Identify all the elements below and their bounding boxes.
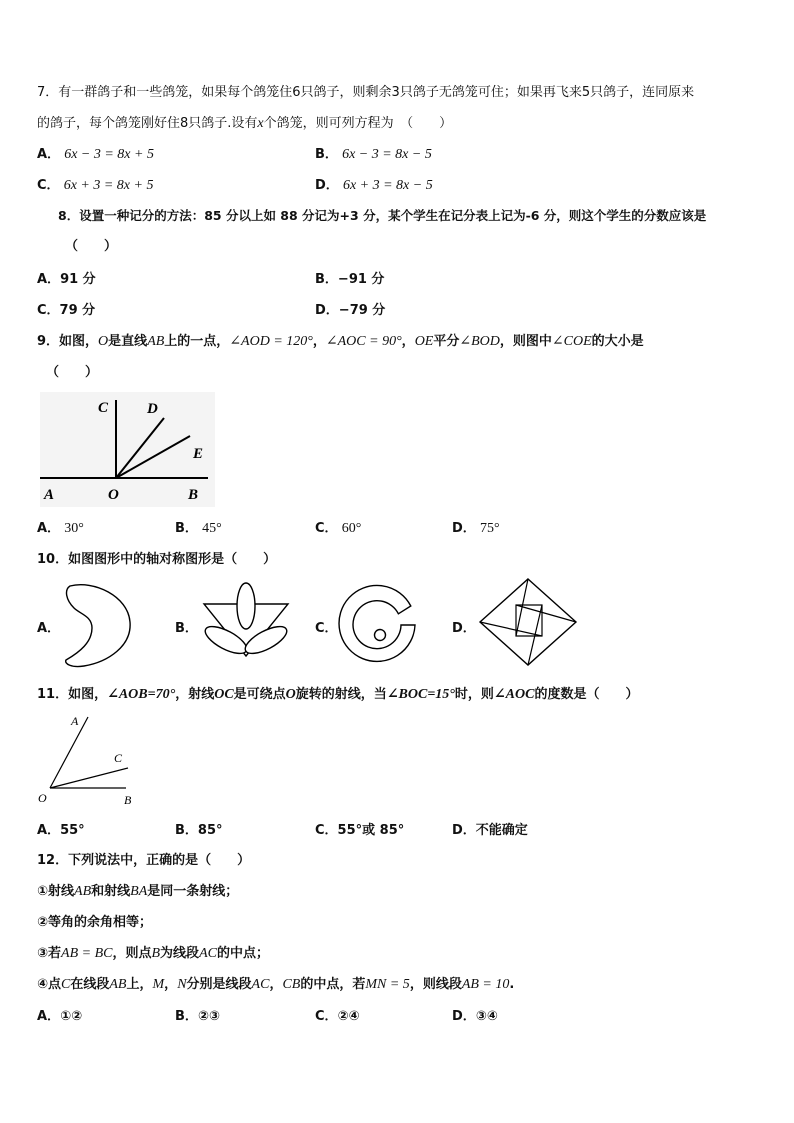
comma-shape [66,585,130,667]
option-text: 60° [341,521,362,536]
q10-figure-b-triangle-petals[interactable] [201,582,291,664]
q12-text: 的中点； [216,946,269,961]
q9-text: 的大小是 [591,334,644,349]
q11-text: 是可绕点 [233,687,286,702]
q11-point-o: O [285,687,296,702]
label-a: A [71,714,79,728]
label-a: A [44,487,55,503]
q12-statement-3 [37,945,269,963]
option-label: A． [37,272,61,287]
option-text: 不能确定 [475,823,528,838]
option-text: 85° [197,823,223,838]
q11-text: ，射线 [175,687,215,702]
option-text: 55° [60,823,85,838]
q12-equation: AB = BC [61,946,113,961]
option-label: A． [37,521,61,536]
q10-figure-a-comma-shape[interactable] [62,582,134,668]
petal-top [237,583,255,629]
q10-option-c[interactable]: C． [315,621,338,636]
option-text: 6x − 3 = 8x − 5 [342,147,432,162]
q12-stem: 12．下列说法中，正确的是（ ） [37,853,251,868]
q12-text: ， [269,977,283,992]
q12-equation-mn: MN = 5 [365,977,410,992]
q9-line-ab: AB [147,334,165,349]
option-label: D． [452,823,476,838]
q9-angle-aod: ∠AOD = 120° [229,334,313,349]
q12-text: ③若 [37,946,62,961]
q11-option-c[interactable] [315,822,404,840]
q7-stem-line2 [37,115,452,133]
q11-text: 时，则 [454,687,494,702]
option-text: −91 分 [337,272,385,287]
option-label: A． [37,147,61,162]
q12-text: ④点 [37,977,62,992]
q12-text: ，则点 [112,946,152,961]
q12-text: ，则线段 [409,977,462,992]
label-d: D [147,401,158,417]
option-label: B． [175,521,198,536]
q12-point-m: M [152,977,165,992]
q12-ray-ba: BA [130,884,148,899]
q9-point-o: O [98,334,109,349]
option-label: D． [452,521,476,536]
option-label: C． [37,178,60,193]
label-b: B [188,487,199,503]
q8-stem-line1: 8．设置一种记分的方法：85 分以上如 88 分记为+3 分，某个学生在记分表上记为-6 分，则这个学生的分数应该是 [58,208,707,223]
label-o: O [38,791,47,805]
q10-figure-d-pinwheel-square[interactable] [478,577,580,669]
q12-segment-ab: AB [109,977,127,992]
q12-text: 分别是线段 [186,977,252,992]
q12-point-n: N [177,977,187,992]
option-text: ②③ [197,1009,220,1024]
q12-statement-2: ②等角的余角相等； [37,915,153,930]
option-label: C． [37,303,60,318]
option-text: 91 分 [60,272,96,287]
option-label: D． [315,303,339,318]
option-label: D． [452,1009,476,1024]
q8-option-c[interactable] [37,302,95,320]
q9-option-c[interactable] [315,520,361,538]
q7-stem-tail: 个鸽笼，则可列方程为 （ ） [263,116,453,131]
q11-ray-oc: OC [214,687,234,702]
q12-segment-ac: AC [251,977,270,992]
q12-text: 和射线 [91,884,131,899]
q11-angle-aoc: ∠AOC [493,687,535,702]
option-text: 55°或 85° [337,823,405,838]
open-ring [339,585,415,661]
pinwheel-line-4 [480,622,542,636]
q8-stem-line2: （ ） [65,239,118,254]
label-b: B [124,793,132,807]
q8-option-d[interactable] [315,302,385,320]
option-text: 75° [479,521,500,536]
option-text: 30° [64,521,84,536]
option-label: A． [37,823,61,838]
option-label: C． [315,1009,338,1024]
q12-text: 是同一条射线； [147,884,239,899]
q12-point-c: C [61,977,71,992]
q12-text: 的中点，若 [300,977,366,992]
label-c: C [114,751,123,765]
q9-option-a[interactable] [37,520,84,538]
q12-option-d[interactable] [452,1008,498,1026]
q12-text: 上， [126,977,153,992]
q12-equation-ab: AB = 10 [461,977,510,992]
option-label: B． [175,823,198,838]
q9-angle-coe: ∠COE [551,334,592,349]
q12-text: ①射线 [37,884,75,899]
option-label: C． [315,521,338,536]
q11-angle-boc: ∠BOC=15° [386,687,455,702]
q10-option-a[interactable]: A． [37,621,61,636]
q7-var-x: x [257,116,264,131]
q12-segment-ac: AC [199,946,217,961]
ray-oa [50,717,88,788]
small-circle [375,630,386,641]
q9-text: 是直线 [108,334,148,349]
q11-text: 11．如图， [37,687,108,702]
q9-stem-line2: （ ） [46,365,99,380]
q9-ray-oe: OE [414,334,434,349]
q12-point-b: B [151,946,161,961]
q9-text: ， [312,334,326,349]
label-e: E [193,446,204,462]
q10-option-d[interactable]: D． [452,621,476,636]
q9-stem-line1 [37,333,644,351]
option-label: C． [315,823,338,838]
q9-text: ， [401,334,415,349]
option-text: 6x − 3 = 8x + 5 [64,147,154,162]
q7-option-a[interactable] [37,146,154,164]
q11-option-a[interactable] [37,822,85,840]
q12-text: ， [164,977,178,992]
option-label: B． [315,272,338,287]
option-text: 6x + 3 = 8x + 5 [63,178,154,193]
q12-ray-ab: AB [74,884,92,899]
option-text: −79 分 [338,303,386,318]
q12-option-b[interactable] [175,1008,220,1026]
q11-stem [37,686,638,704]
option-label: B． [175,1009,198,1024]
q12-statement-4 [37,976,514,994]
q7-option-c[interactable] [37,177,153,195]
q9-text: ，则图中 [499,334,552,349]
q9-option-b[interactable] [175,520,222,538]
q9-text: 9．如图， [37,334,99,349]
q8-option-a[interactable] [37,271,96,289]
q7-stem-line1: 7．有一群鸽子和一些鸽笼，如果每个鸽笼住6只鸽子，则剩余3只鸽子无鸽笼可住；如果再飞来5只鸽子，连同原来 [37,85,695,100]
q11-text: 的度数是（ ） [534,687,639,702]
q12-text: 在线段 [70,977,110,992]
option-text: ①② [60,1009,83,1024]
option-label: D． [315,178,339,193]
q10-figure-c-ring[interactable] [340,585,420,665]
ray-oc [50,768,128,788]
q9-figure [40,392,215,507]
option-text: 6x + 3 = 8x − 5 [342,178,433,193]
q9-angle-aoc: ∠AOC = 90° [325,334,402,349]
option-text: ③④ [475,1009,498,1024]
q12-option-a[interactable] [37,1008,82,1026]
q9-text: 平分 [433,334,460,349]
q7-option-d[interactable] [315,177,433,195]
q12-text: . [509,977,515,992]
q11-option-b[interactable] [175,822,223,840]
q7-stem-text: 的鸽子，每个鸽笼刚好住8只鸽子.设有 [37,116,258,131]
option-text: 45° [202,521,222,536]
q11-figure [36,713,142,809]
q7-option-b[interactable] [315,146,432,164]
q9-option-d[interactable] [452,520,500,538]
q11-text: 旋转的射线，当 [295,687,387,702]
option-text: 79 分 [59,303,96,318]
q12-segment-cb: CB [282,977,301,992]
q10-stem: 10．如图图形中的轴对称图形是（ ） [37,552,277,567]
q10-option-b[interactable]: B． [175,621,198,636]
q12-text: 为线段 [160,946,200,961]
option-label: B． [315,147,338,162]
option-label: A． [37,1009,61,1024]
q9-text: 上的一点， [164,334,230,349]
q8-option-b[interactable] [315,271,384,289]
label-c: C [98,400,109,416]
q11-option-d[interactable] [452,822,528,840]
q9-angle-bod: ∠BOD [459,334,500,349]
option-text: ②④ [337,1009,360,1024]
q12-statement-1 [37,883,238,901]
q11-angle-aob: ∠AOB=70° [107,687,176,702]
outer-diamond [480,579,576,665]
label-o: O [108,487,119,503]
q12-option-c[interactable] [315,1008,360,1026]
